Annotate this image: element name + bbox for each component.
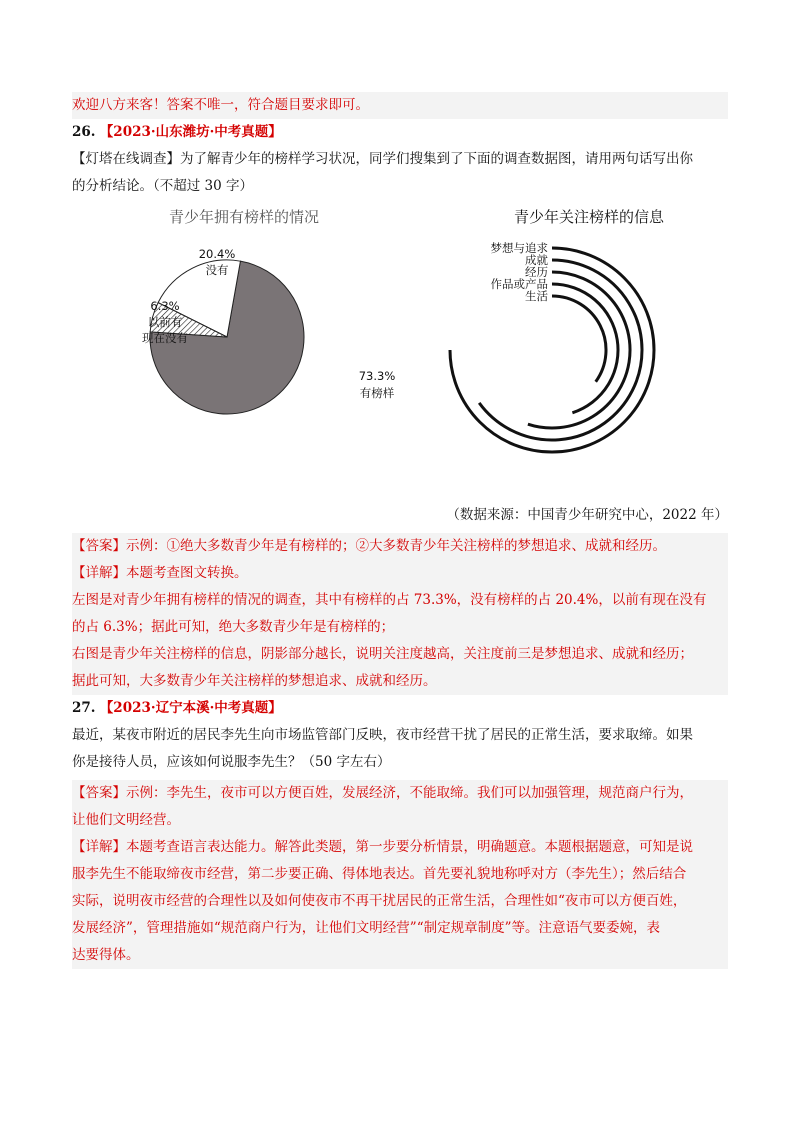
arc-mark-4 bbox=[552, 296, 606, 382]
q26-figure bbox=[72, 202, 728, 502]
pie-chart-title: 青少年拥有榜样的情况 bbox=[168, 208, 320, 226]
arc-label-2: 经历 bbox=[525, 265, 548, 279]
q26-source-tag: 【2023·山东潍坊·中考真题】 bbox=[99, 124, 282, 140]
q26-detail-line-4: 右图是青少年关注榜样的信息，阴影部分越长，说明关注度越高，关注度前三是梦想追求、成就和经历； bbox=[72, 641, 728, 668]
pie-label-value-1: 20.4% bbox=[198, 247, 236, 261]
pie-label-name-2a: 以前有 bbox=[147, 315, 183, 329]
q26-figure-svg bbox=[72, 202, 728, 502]
q26-answer: 【答案】示例：①绝大多数青少年是有榜样的；②大多数青少年关注榜样的梦想追求、成就和经历。 bbox=[72, 533, 728, 560]
arc-label-0: 梦想与追求 bbox=[490, 241, 548, 255]
q27-answer-line-1: 【答案】示例：李先生，夜市可以方便百姓，发展经济，不能取缔。我们可以加强管理，规范商户行为， bbox=[72, 780, 728, 807]
q27-header bbox=[72, 695, 728, 722]
q27-stem-line-1: 最近，某夜市附近的居民李先生向市场监管部门反映，夜市经营干扰了居民的正常生活，要求取缔。如果 bbox=[72, 727, 693, 743]
arc-mark-0 bbox=[450, 248, 654, 452]
q27-stem-line-2: 你是接待人员，应该如何说服李先生？（50 字左右） bbox=[72, 754, 391, 770]
q27-number: 27. bbox=[72, 700, 96, 716]
q26-detail-line-2: 左图是对青少年拥有榜样的情况的调查，其中有榜样的占 73.3%，没有榜样的占 20.4%，以前有现在没有 bbox=[72, 587, 728, 614]
q26-detail-line-5: 据此可知，大多数青少年关注榜样的梦想追求、成就和经历。 bbox=[72, 668, 728, 695]
arc-mark-3 bbox=[552, 284, 618, 413]
q27-detail-line-5: 达要得体。 bbox=[72, 942, 728, 969]
q27-detail-line-1: 【详解】本题考查语言表达能力。解答此类题，第一步要分析情景，明确题意。本题根据题意，可知是说 bbox=[72, 834, 728, 861]
pie-label-name-0: 有榜样 bbox=[359, 386, 395, 400]
q27-source-tag: 【2023·辽宁本溪·中考真题】 bbox=[99, 700, 282, 716]
pie-label-name-2b: 现在没有 bbox=[142, 331, 188, 345]
document-page bbox=[72, 92, 728, 969]
intro-line: 欢迎八方来客！答案不唯一，符合题目要求即可。 bbox=[72, 92, 728, 119]
q26-stem-line-1: 【灯塔在线调查】为了解青少年的榜样学习状况，同学们搜集到了下面的调查数据图，请用两句话写出你 bbox=[72, 151, 693, 167]
q26-number: 26. bbox=[72, 124, 96, 140]
q27-detail-line-2: 服李先生不能取缔夜市经营，第二步要正确、得体地表达。首先要礼貌地称呼对方（李先生）；然后结合 bbox=[72, 861, 728, 888]
pie-label-value-2: 6.3% bbox=[150, 299, 180, 313]
pie-label-name-1: 没有 bbox=[205, 263, 229, 277]
pie-chart bbox=[142, 247, 395, 414]
q27-detail-line-4: 发展经济”，管理措施如“规范商户行为，让他们文明经营”“制定规章制度”等。注意语气要委婉，表 bbox=[72, 915, 728, 942]
q26-header bbox=[72, 119, 728, 146]
q26-stem-line-2: 的分析结论。（不超过 30 字） bbox=[72, 178, 254, 194]
q26-detail-line-1: 【详解】本题考查图文转换。 bbox=[72, 560, 728, 587]
arc-label-4: 生活 bbox=[525, 289, 548, 303]
arc-chart-title: 青少年关注榜样的信息 bbox=[514, 208, 665, 226]
arc-label-1: 成就 bbox=[525, 253, 548, 267]
arc-label-3: 作品或产品 bbox=[490, 277, 548, 291]
pie-label-value-0: 73.3% bbox=[358, 369, 396, 383]
q27-answer-line-2: 让他们文明经营。 bbox=[72, 807, 728, 834]
q26-detail-line-3: 的占 6.3%；据此可知，绝大多数青少年是有榜样的； bbox=[72, 614, 728, 641]
arc-chart bbox=[450, 241, 654, 452]
q26-data-source: （数据来源：中国青少年研究中心，2022 年） bbox=[446, 507, 728, 523]
q27-detail-line-3: 实际，说明夜市经营的合理性以及如何使夜市不再干扰居民的正常生活，合理性如“夜市可以方便百姓， bbox=[72, 888, 728, 915]
